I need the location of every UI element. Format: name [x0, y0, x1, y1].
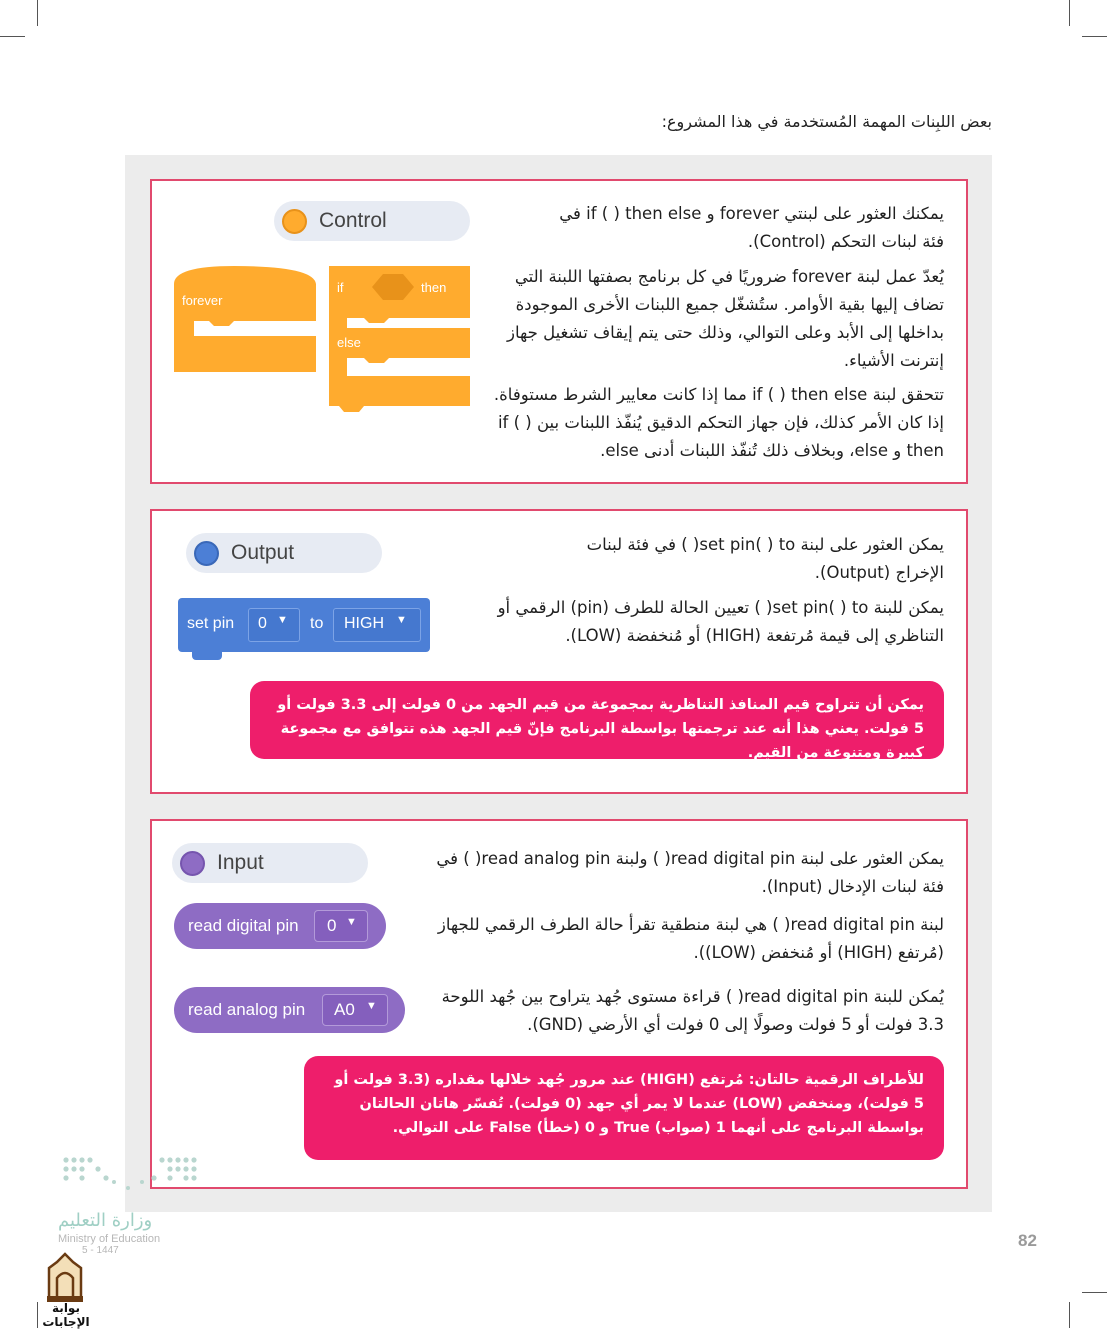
chevron-down-icon: ▼: [346, 916, 357, 928]
state-dropdown-value: HIGH: [344, 615, 384, 632]
crop-mark: [1069, 0, 1070, 26]
output-paragraph-2: يمكن للبنة set pin( ) to( ) تعيين الحالة للطرف (pin) الرقمي أو التناظري إلى قيمة مُرتفعة (HIGH) أو مُنخفضة (LOW).: [497, 598, 944, 645]
input-paragraph-2: لبنة read digital pin( ) هي لبنة منطقية تقرأ حالة الطرف الرقمي للجهاز (مُرتفع (HIGH) أو مُنخفض (LOW)).: [437, 915, 944, 962]
crop-mark: [1082, 1292, 1107, 1293]
chevron-down-icon: ▼: [366, 1000, 377, 1012]
to-label: to: [310, 615, 324, 632]
control-category-pill: [274, 201, 470, 241]
output-category-dot: [194, 541, 219, 566]
control-section: [150, 179, 968, 484]
output-category-pill: [186, 533, 382, 573]
control-category-label: Control: [319, 209, 387, 232]
digital-pin-dropdown: [314, 910, 368, 942]
analog-pin-value: A0: [334, 1000, 355, 1019]
if-label: if: [337, 280, 344, 295]
read-digital-pin-label: read digital pin: [188, 916, 299, 935]
analog-pin-dropdown: [322, 994, 388, 1026]
output-category-label: Output: [231, 541, 295, 564]
set-pin-label: set pin: [187, 615, 235, 632]
ministry-year: 5 - 1447: [82, 1245, 119, 1256]
input-section: [150, 819, 968, 1189]
pin-dropdown: [248, 608, 300, 642]
ministry-name-english: Ministry of Education: [58, 1233, 161, 1245]
set-pin-block: [178, 598, 430, 652]
lantern-icon: [43, 1252, 87, 1304]
if-then-else-block: [329, 266, 472, 414]
crop-mark: [1069, 1302, 1070, 1328]
input-paragraph-3: يُمكن للبنة read digital pin( ) قراءة مستوى جُهد يتراوح بين جُهد اللوحة 3.3 فولت أو 5 فولت وصولًا إلى 0 فولت أي الأرضي (GND).: [441, 987, 944, 1034]
control-paragraph-1: يمكنك العثور على لبنتي forever و if ( ) then else في فئة لبنات التحكم (Control).: [559, 204, 944, 251]
output-section: [150, 509, 968, 794]
output-paragraph-1: يمكن العثور على لبنة set pin( ) to( ) في فئة لبنات الإخراج (Output).: [586, 535, 944, 582]
read-digital-pin-block: [174, 903, 386, 949]
crop-mark: [0, 36, 25, 37]
input-category-pill: [172, 843, 368, 883]
forever-label: forever: [182, 293, 223, 308]
pin-dropdown-value: 0: [258, 615, 267, 632]
forever-block: [174, 266, 318, 374]
ministry-logo: [58, 1152, 208, 1256]
crop-mark: [37, 0, 38, 26]
page-heading: بعض اللبِنات المهمة المُستخدمة في هذا المشروع:: [661, 112, 992, 131]
page-number: 82: [1018, 1231, 1037, 1250]
read-analog-pin-block: [174, 987, 405, 1033]
ministry-logo-dots-icon: [58, 1152, 198, 1200]
chevron-down-icon: ▼: [396, 614, 407, 626]
input-category-label: Input: [217, 851, 264, 874]
digital-pin-value: 0: [327, 916, 337, 935]
then-label: then: [421, 280, 447, 295]
site-name: بوابة الإجابات: [42, 1301, 90, 1329]
crop-mark: [1082, 36, 1107, 37]
input-paragraph-1: يمكن العثور على لبنة read digital pin( ) ولبنة read analog pin( ) في فئة لبنات الإدخال (Input).: [436, 849, 944, 896]
control-paragraph-3: تتحقق لبنة if ( ) then else مما إذا كانت معايير الشرط مستوفاة. إذا كان الأمر كذلك، فإن جهاز التحكم الدقيق يُنفّذ اللبنات بين if ( ) then و else، وبخلاف ذلك تُنفّذ اللبنات أدنى else.: [493, 385, 944, 460]
control-category-dot: [282, 209, 307, 234]
set-pin-block-notch: [192, 650, 222, 660]
ministry-name-arabic: وزارة التعليم: [58, 1210, 153, 1231]
input-category-dot: [180, 851, 205, 876]
input-note: للأطراف الرقمية حالتان: مُرتفع (HIGH) عند مرور جُهد خلالها مقداره (3.3 فولت أو 5 فولت)، ومنخفض (LOW) عندما لا يمر أي جهد (0 فولت). تُفسّر هاتان الحالتان بواسطة البرنامج على أنهما 1 (صواب) True و 0 (خطأ) False على التوالي.: [304, 1056, 944, 1160]
chevron-down-icon: ▼: [277, 614, 288, 626]
output-note: يمكن أن تتراوح قيم المنافذ التناظرية بمجموعة من قيم الجهد من 0 فولت إلى 3.3 فولت أو 5 فولت. يعني هذا أنه عند ترجمتها بواسطة البرنامج فإنّ قيم الجهد هذه تتوافق مع مجموعة كبيرة ومتنوعة من القيم.: [250, 681, 944, 759]
control-paragraph-2: يُعدّ عمل لبنة forever ضروريًا في كل برنامج بصفتها اللبنة التي تضاف إليها بقية الأوامر. ستُشغّل جميع اللبنات الأخرى الموجودة بداخلها إلى الأبد وعلى التوالي، وذلك حتى يتم إيقاف تشغيل جهاز إنترنت الأشياء.: [507, 267, 944, 370]
read-analog-pin-label: read analog pin: [188, 1000, 306, 1019]
else-label: else: [337, 335, 361, 350]
